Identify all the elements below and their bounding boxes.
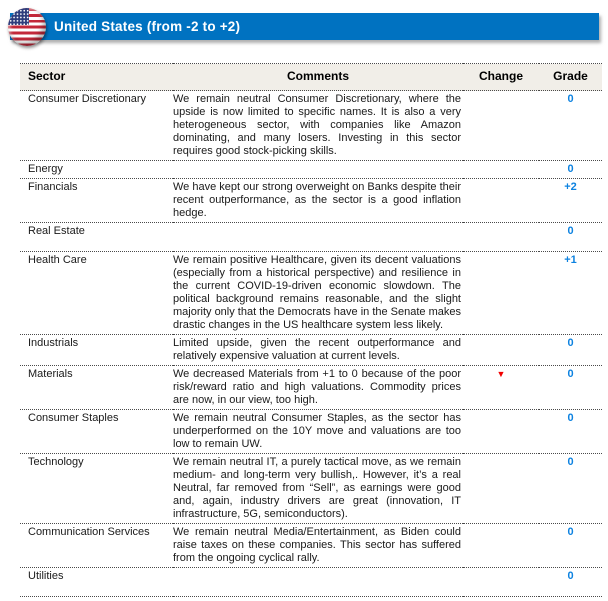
- table-row: [20, 410, 602, 454]
- grade-value: 0: [539, 366, 602, 410]
- sector-name: Health Care: [20, 252, 173, 335]
- table-header-row: [20, 64, 602, 91]
- grade-value: 0: [539, 524, 602, 568]
- column-header-change: Change: [463, 64, 539, 91]
- sector-comment: We have kept our strong overweight on Banks despite their recent outperformance, as the sector is a good inflation hedge.: [173, 179, 463, 223]
- grade-value: 0: [539, 91, 602, 161]
- sector-comment: We remain neutral IT, a purely tactical move, as we remain medium- and long-term very bullish,. However, it’s a real Neutral, far removed from “Sell”, as earnings were good and, again, industry drivers are great (innovation, IT infrastructure, 5G, semiconductors).: [173, 454, 463, 524]
- change-indicator: [463, 568, 539, 597]
- column-header-sector: Sector: [20, 64, 173, 91]
- grade-value: +1: [539, 252, 602, 335]
- sector-name: Financials: [20, 179, 173, 223]
- sector-comment: [173, 223, 463, 252]
- grade-value: +2: [539, 179, 602, 223]
- column-header-grade: Grade: [539, 64, 602, 91]
- sector-name: Communication Services: [20, 524, 173, 568]
- sector-comment: [173, 161, 463, 179]
- change-indicator: [463, 91, 539, 161]
- sector-comment: We decreased Materials from +1 to 0 because of the poor risk/reward ratio and high valuations. Commodity prices are now, in our view, too high.: [173, 366, 463, 410]
- us-flag-canton: [8, 8, 29, 25]
- grade-value: 0: [539, 410, 602, 454]
- country-banner: [10, 13, 599, 40]
- change-indicator: [463, 223, 539, 252]
- sector-name: Real Estate: [20, 223, 173, 252]
- sector-comment: [173, 568, 463, 597]
- grade-value: 0: [539, 223, 602, 252]
- grade-value: 0: [539, 568, 602, 597]
- change-indicator: [463, 335, 539, 366]
- sector-name: Consumer Staples: [20, 410, 173, 454]
- us-flag-icon: [8, 8, 46, 46]
- table-row: [20, 179, 602, 223]
- sector-name: Industrials: [20, 335, 173, 366]
- table-row: [20, 223, 602, 252]
- sector-name: Technology: [20, 454, 173, 524]
- sector-name: Materials: [20, 366, 173, 410]
- country-title: United States (from -2 to +2): [54, 19, 241, 34]
- sector-comment: Limited upside, given the recent outperformance and relatively expensive valuation at current levels.: [173, 335, 463, 366]
- grade-value: 0: [539, 335, 602, 366]
- sector-table-body: [20, 91, 602, 597]
- change-indicator: [463, 179, 539, 223]
- change-indicator: [463, 252, 539, 335]
- change-indicator: [463, 410, 539, 454]
- change-indicator: [463, 161, 539, 179]
- grade-value: 0: [539, 161, 602, 179]
- change-indicator-down: ▼: [463, 366, 539, 410]
- table-row: [20, 161, 602, 179]
- column-header-comments: Comments: [173, 64, 463, 91]
- sector-ratings-table: [20, 63, 602, 597]
- change-indicator: [463, 454, 539, 524]
- table-row: [20, 524, 602, 568]
- sector-comment: We remain neutral Media/Entertainment, as Biden could raise taxes on these companies. This sector has suffered from the ongoing cyclical rally.: [173, 524, 463, 568]
- table-row: [20, 454, 602, 524]
- country-banner-bar: [10, 13, 599, 40]
- table-row: [20, 335, 602, 366]
- sector-comment: We remain positive Healthcare, given its decent valuations (especially from a historical perspective) and resilience in the current COVID-19-driven economic slowdown. The political background remains reasonable, and the slight majority only that the Democrats have in the Senate makes drastic changes in the US healthcare system less likely.: [173, 252, 463, 335]
- sector-name: Consumer Discretionary: [20, 91, 173, 161]
- sector-comment: We remain neutral Consumer Staples, as the sector has underperformed on the 10Y move and valuations are too low to remain UW.: [173, 410, 463, 454]
- sector-name: Utilities: [20, 568, 173, 597]
- table-row: [20, 568, 602, 597]
- table-row: [20, 91, 602, 161]
- table-row: [20, 366, 602, 410]
- change-indicator: [463, 524, 539, 568]
- table-row: [20, 252, 602, 335]
- grade-value: 0: [539, 454, 602, 524]
- sector-name: Energy: [20, 161, 173, 179]
- sector-comment: We remain neutral Consumer Discretionary, where the upside is now limited to specific names. It is also a very heterogeneous sector, with companies like Amazon dominating, and many losers. Investing in this sector requires good stock-picking skills.: [173, 91, 463, 161]
